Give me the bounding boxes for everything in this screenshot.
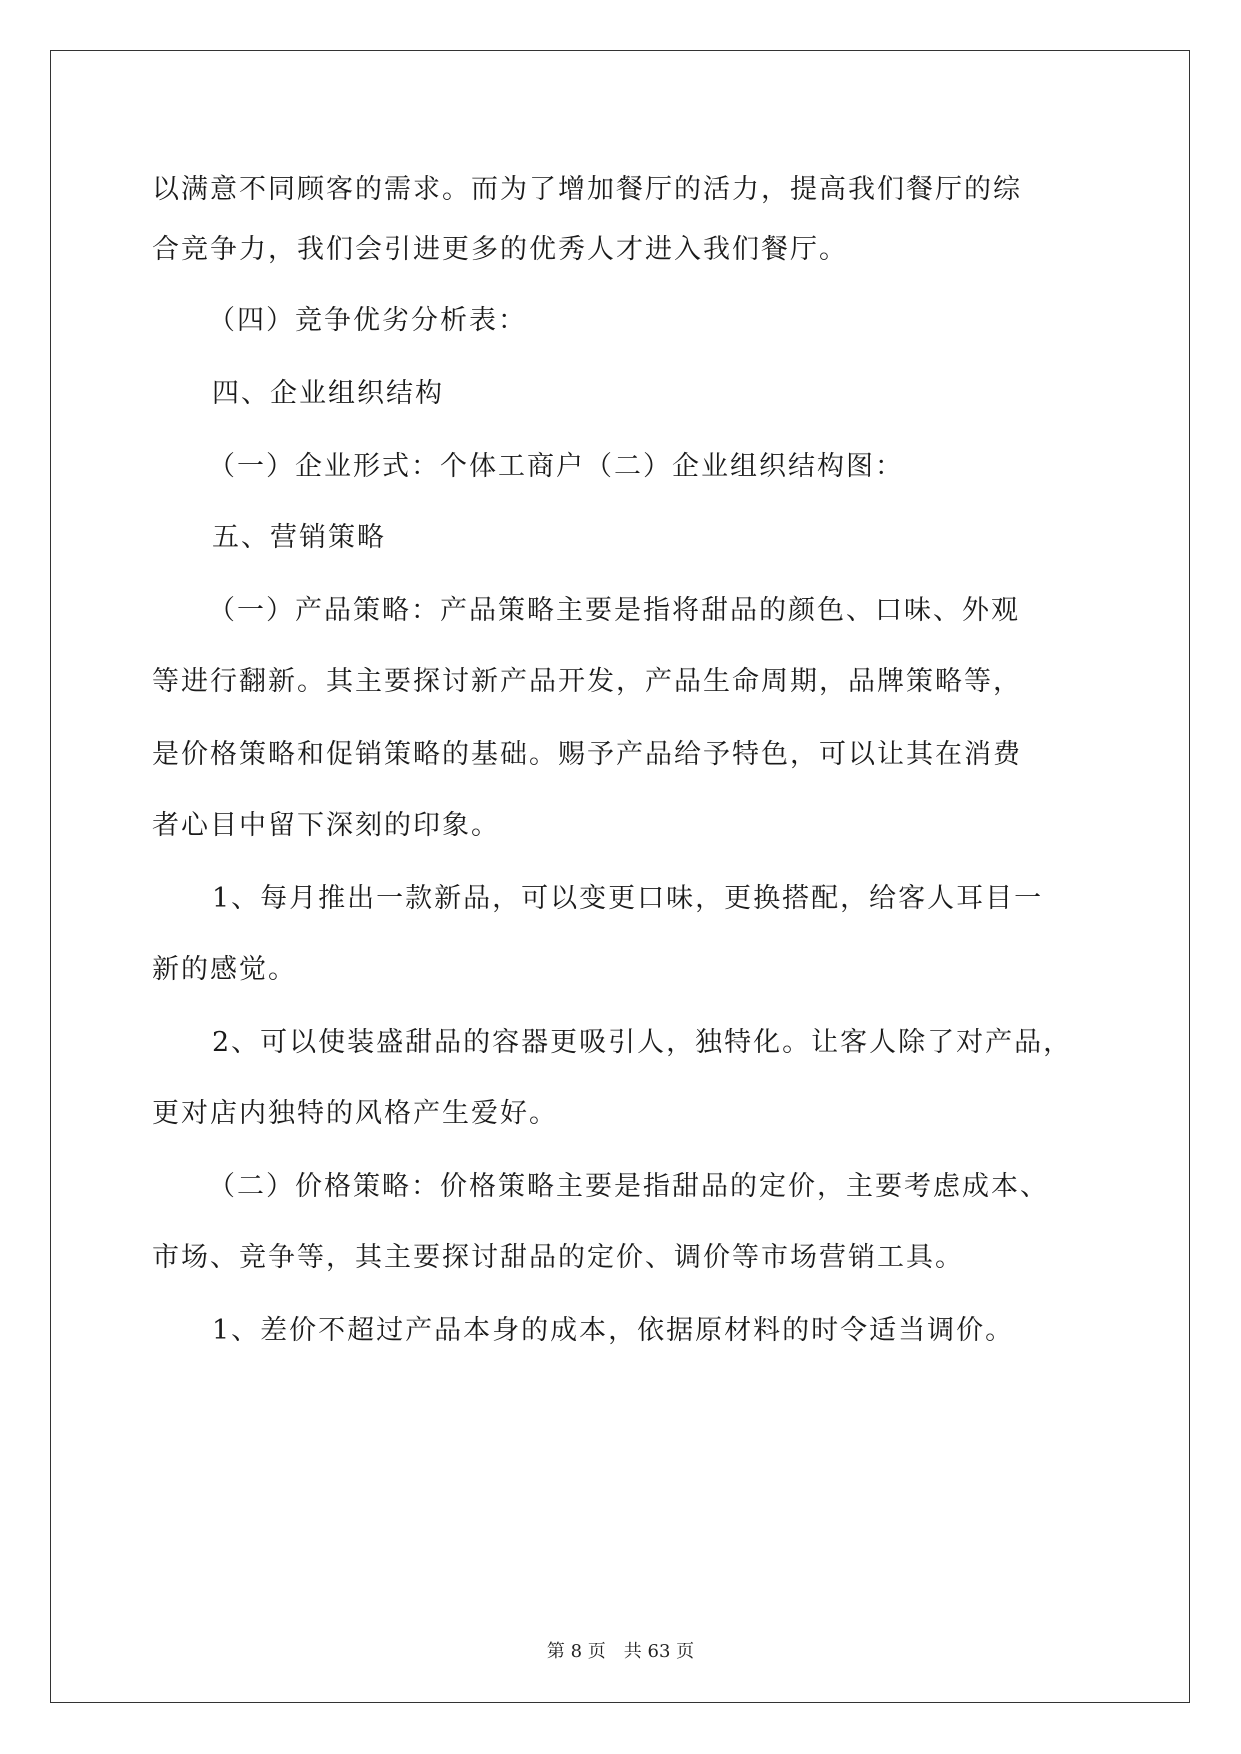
list-item: 1、每月推出一款新品，可以变更口味，更换搭配，给客人耳目一 [212,883,1044,914]
paragraph-line: 等进行翻新。其主要探讨新产品开发，产品生命周期，品牌策略等， [152,666,1022,697]
list-item: 2、可以使装盛甜品的容器更吸引人，独特化。让客人除了对产品， [212,1027,1073,1058]
page-total: 共 63 页 [623,1641,695,1662]
section-heading: 五、营销策略 [212,522,386,553]
paragraph-line: 是价格策略和促销策略的基础。赐予产品给予特色，可以让其在消费 [152,739,1022,770]
page-footer [0,1640,1241,1664]
list-item: 1、差价不超过产品本身的成本，依据原材料的时令适当调价。 [212,1315,1015,1346]
paragraph-line: 者心目中留下深刻的印象。 [152,810,500,841]
paragraph-line: （一）企业形式：个体工商户（二）企业组织结构图： [208,451,904,482]
section-heading: （四）竞争优劣分析表： [208,305,527,336]
paragraph-line: 市场、竞争等，其主要探讨甜品的定价、调价等市场营销工具。 [152,1242,964,1273]
page-border [50,50,1190,1703]
paragraph-line: （二）价格策略：价格策略主要是指甜品的定价，主要考虑成本、 [208,1171,1049,1202]
paragraph-line: （一）产品策略：产品策略主要是指将甜品的颜色、口味、外观 [208,595,1020,626]
paragraph-line: 新的感觉。 [152,954,297,985]
paragraph-line: 合竞争力，我们会引进更多的优秀人才进入我们餐厅。 [152,234,848,265]
paragraph-line: 以满意不同顾客的需求。而为了增加餐厅的活力，提高我们餐厅的综 [152,174,1022,205]
paragraph-line: 更对店内独特的风格产生爱好。 [152,1098,558,1129]
section-heading: 四、企业组织结构 [212,378,444,409]
page-number: 第 8 页 [546,1641,606,1662]
